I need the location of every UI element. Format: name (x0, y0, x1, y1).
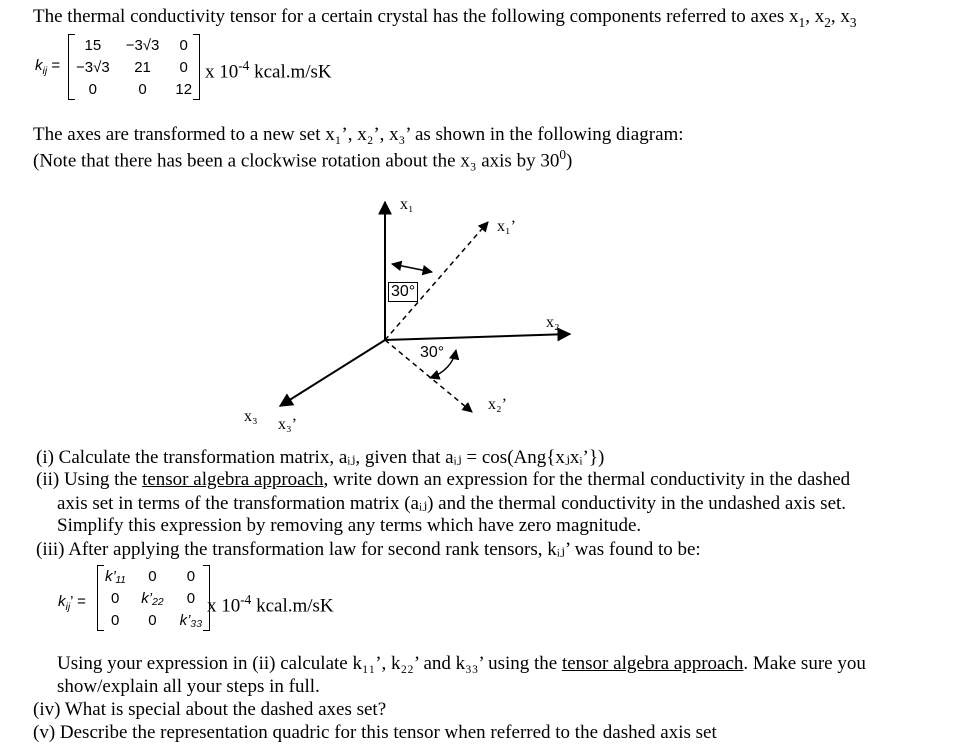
matrix-cell: 15 (84, 36, 102, 54)
matrix-cell: 0 (179, 36, 188, 54)
label-x3-prime: x₃’ (278, 416, 297, 433)
question-v: (v) Describe the representation quadric for this tensor when referred to the dashed axis set (33, 722, 717, 743)
matrix-cell: 12 (175, 80, 193, 98)
matrix-cell: k’₂₂ (141, 589, 164, 607)
matrix-cell: 0 (88, 80, 98, 98)
angle-arc-top (392, 264, 432, 272)
matrix-cell: 0 (148, 611, 157, 629)
matrix-cell: 0 (148, 567, 157, 585)
matrix-cell: 0 (186, 567, 196, 585)
transformed-matrix (97, 565, 210, 631)
label-x2-prime: x₂’ (488, 396, 507, 413)
transform-line2: (Note that there has been a clockwise rotation about the x₃ axis by $30^0$) (33, 147, 573, 172)
matrix-cell: 21 (134, 58, 151, 76)
matrix-cell: −3√3 (125, 36, 160, 54)
x2-axis (385, 334, 570, 340)
angle-label-top: 30° (388, 282, 418, 302)
transform-line1: The axes are transformed to a new set x₁’, x₂’, x₃’ as shown in the following diagram: (33, 124, 684, 145)
question-iv: (iv) What is special about the dashed axes set? (33, 699, 387, 720)
matrix-cell: −3√3 (76, 58, 110, 76)
matrix-cell: 0 (110, 589, 120, 607)
question-iii-line2: Using your expression in (ii) calculate k₁₁’, k₂₂’ and k₃₃’ using the tensor algebra approach. Make sure you (57, 653, 866, 674)
kij-prime-label: $k_{ij}$’ = (58, 593, 86, 613)
angle-label-bottom: 30° (420, 344, 445, 361)
label-x1-prime: x₁’ (497, 218, 516, 235)
question-iii-line3: show/explain all your steps in full. (57, 676, 320, 697)
intro-line: The thermal conductivity tensor for a certain crystal has the following components referred to axes $x_1$, $x_2$, $x_3$ (33, 6, 857, 30)
units-label-2: x $10^{-4}$ kcal.m/sK (207, 592, 334, 617)
question-ii-line2: axis set in terms of the transformation matrix (aᵢⱼ) and the thermal conductivity in the undashed axis set. (57, 493, 847, 514)
x1-prime-axis (385, 222, 488, 340)
matrix-cell: 0 (179, 58, 188, 76)
question-iii: (iii) After applying the transformation law for second rank tensors, kᵢⱼ’ was found to be: (36, 539, 701, 560)
x3-axis (280, 340, 385, 406)
matrix-cell: k’₃₃ (179, 611, 203, 629)
units-label: x $10^{-4}$ kcal.m/sK (205, 58, 332, 83)
matrix-cell: 0 (186, 589, 196, 607)
matrix-cell: 0 (110, 611, 120, 629)
question-ii: (ii) Using the tensor algebra approach, write down an expression for the thermal conductivity in the dashed (36, 469, 851, 490)
label-x2: x₂ (546, 314, 560, 331)
question-i: (i) Calculate the transformation matrix, aᵢⱼ, given that aᵢⱼ = cos(Ang{xⱼxᵢ’}) (36, 447, 605, 468)
matrix-cell: k’₁₁ (105, 567, 126, 585)
label-x3: x₃ (244, 408, 258, 425)
label-x1: x₁ (400, 196, 414, 213)
matrix-cell: 0 (138, 80, 147, 98)
kij-label: $k_{ij}$ = (35, 57, 61, 77)
question-ii-line3: Simplify this expression by removing any terms which have zero magnitude. (57, 515, 642, 536)
